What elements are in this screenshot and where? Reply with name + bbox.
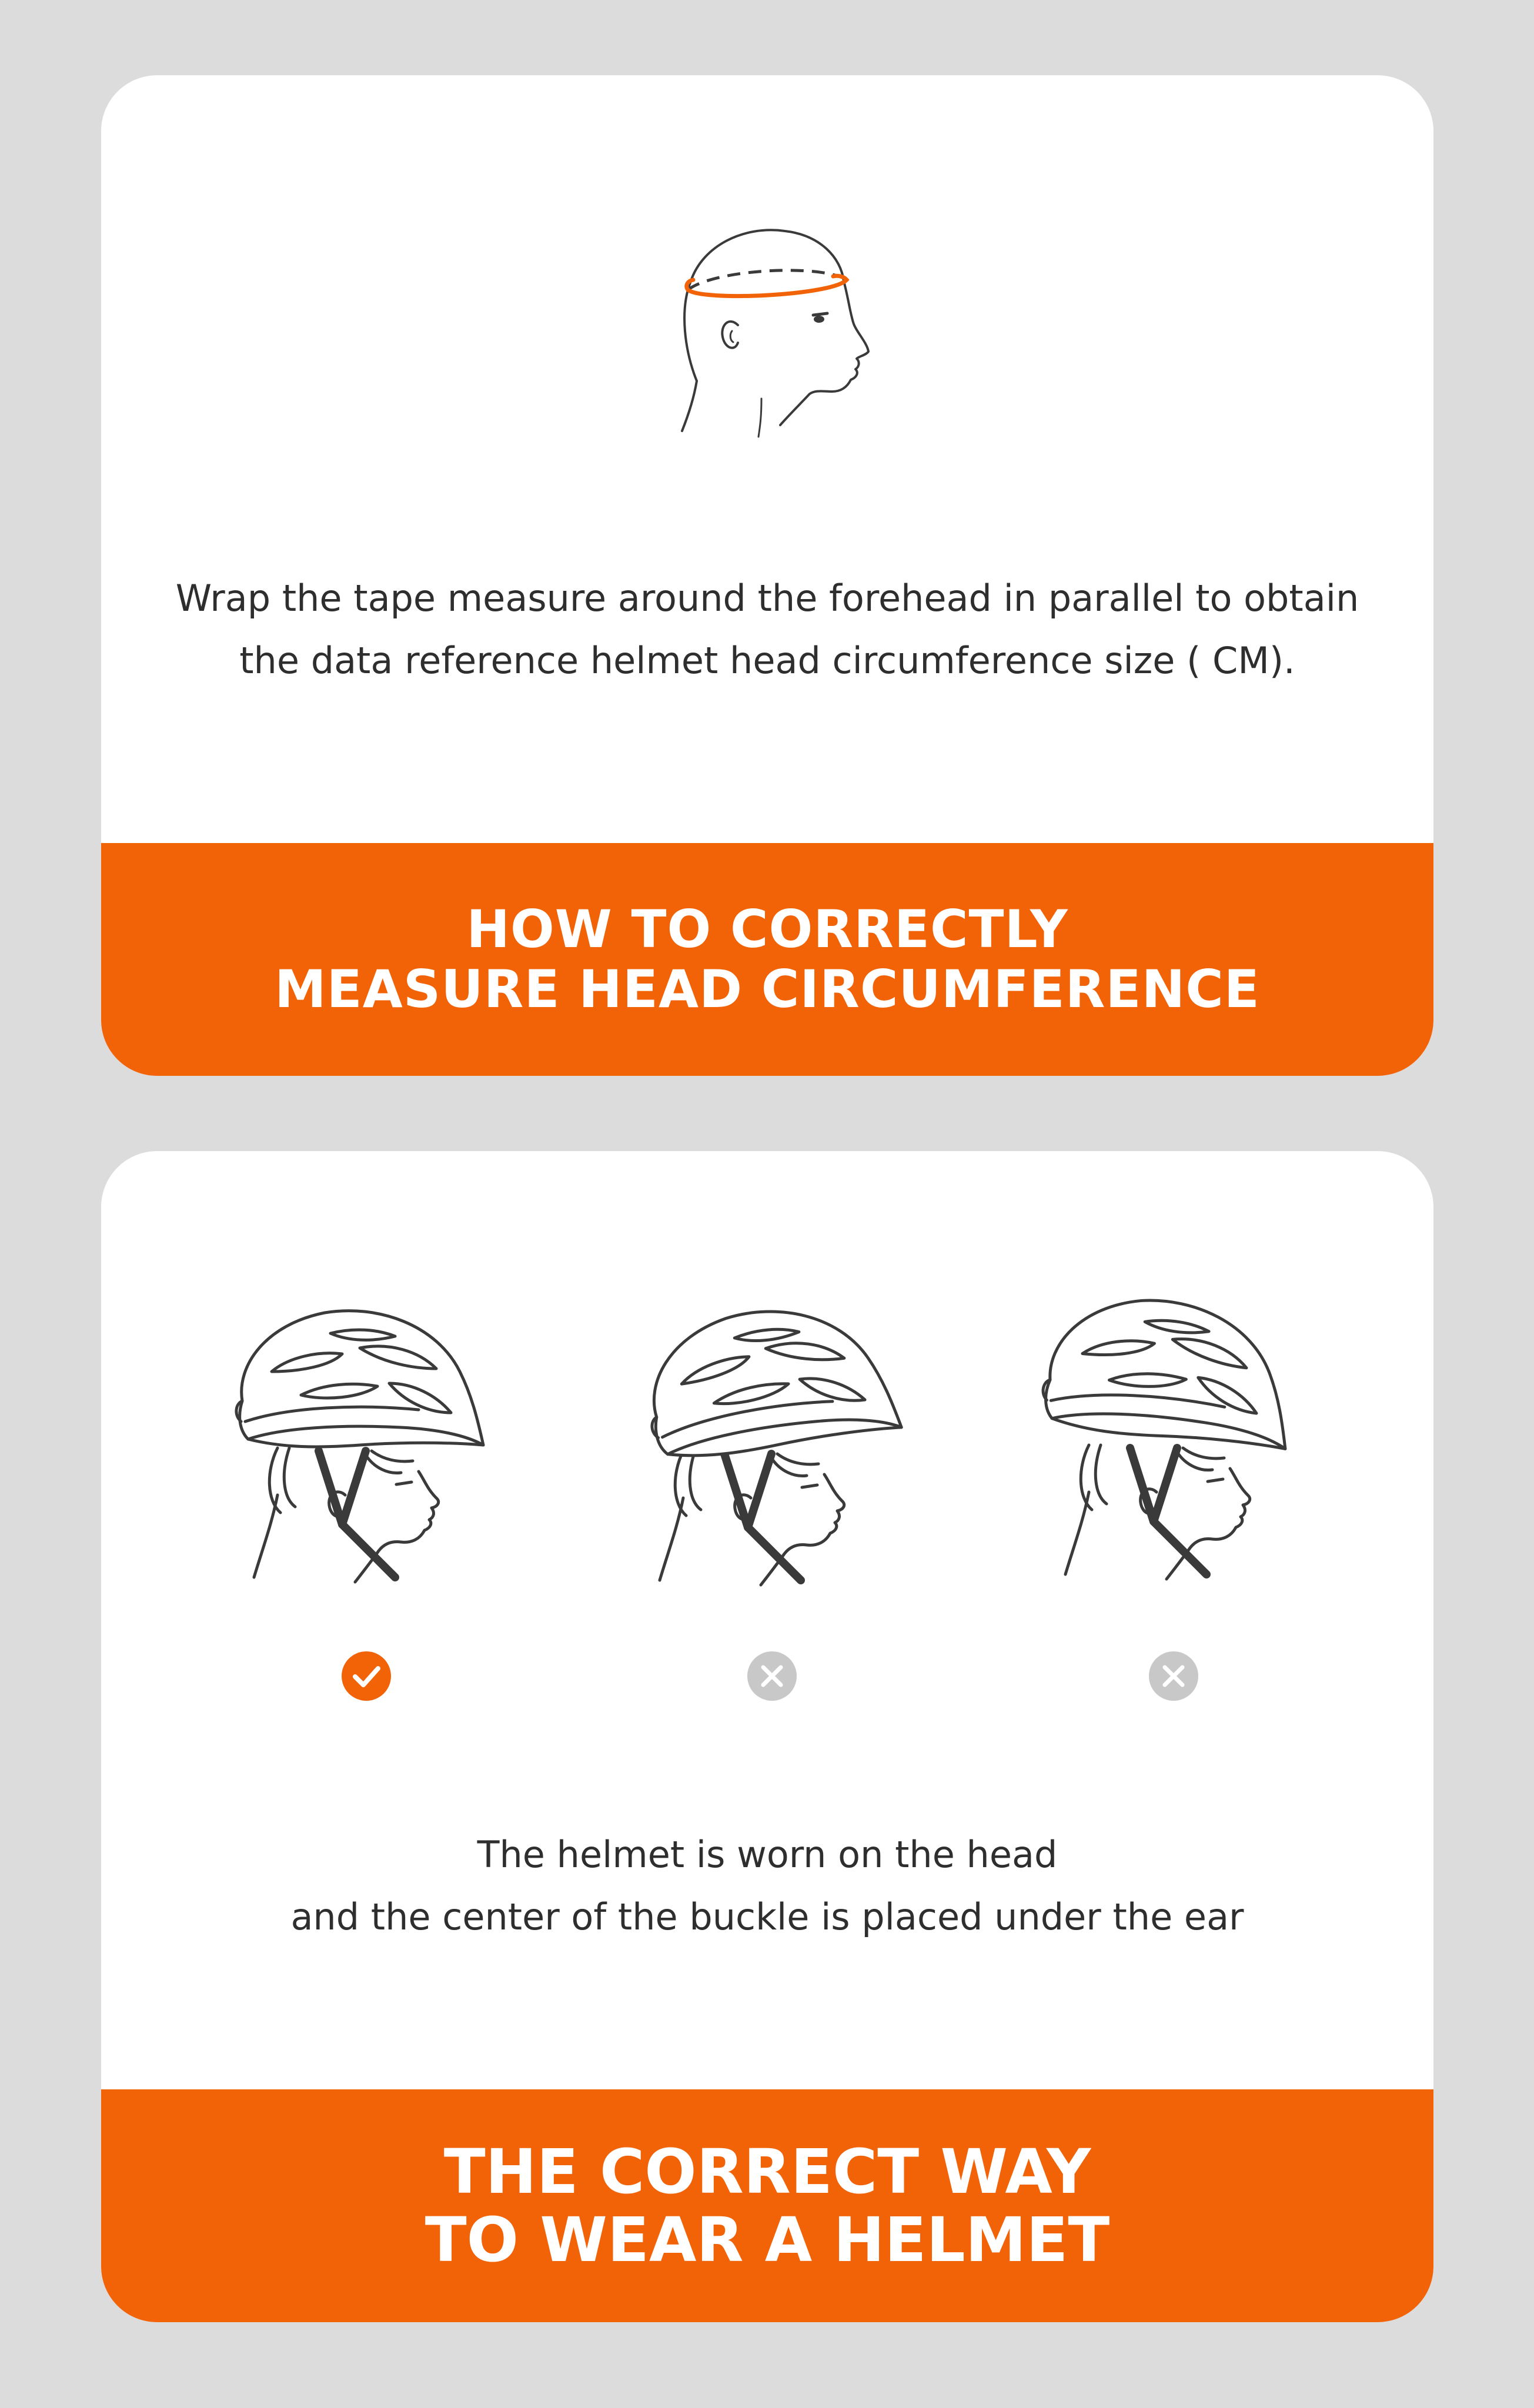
helmet-correct-illustration: [225, 1301, 501, 1583]
measure-heading-banner: [101, 843, 1433, 1076]
cross-icon: [747, 1651, 797, 1701]
wear-heading-line-1: THE CORRECT WAY: [443, 2136, 1091, 2208]
measure-head-card: [101, 75, 1433, 1076]
measure-description-line-2: the data reference helmet head circumference size ( CM).: [239, 639, 1295, 682]
wear-description: [101, 1824, 1433, 1948]
measure-heading-line-2: MEASURE HEAD CIRCUMFERENCE: [275, 959, 1260, 1019]
measure-description-line-1: Wrap the tape measure around the forehead in parallel to obtain: [175, 577, 1359, 620]
check-icon: [341, 1651, 392, 1701]
wear-heading-line-2: TO WEAR A HELMET: [425, 2204, 1110, 2276]
cross-icon: [1148, 1651, 1199, 1701]
head-measure-illustration: [679, 222, 879, 469]
wear-helmet-card: [101, 1151, 1433, 2322]
wear-heading-banner: [101, 2089, 1433, 2322]
measure-heading-line-1: HOW TO CORRECTLY: [466, 899, 1068, 959]
measure-description: [101, 567, 1433, 692]
helmet-tilted-forward-illustration: [1036, 1298, 1312, 1580]
wear-description-line-1: The helmet is worn on the head: [477, 1833, 1058, 1876]
wear-description-line-2: and the center of the buckle is placed under the ear: [290, 1895, 1244, 1938]
helmet-tilted-back-illustration: [630, 1304, 907, 1586]
